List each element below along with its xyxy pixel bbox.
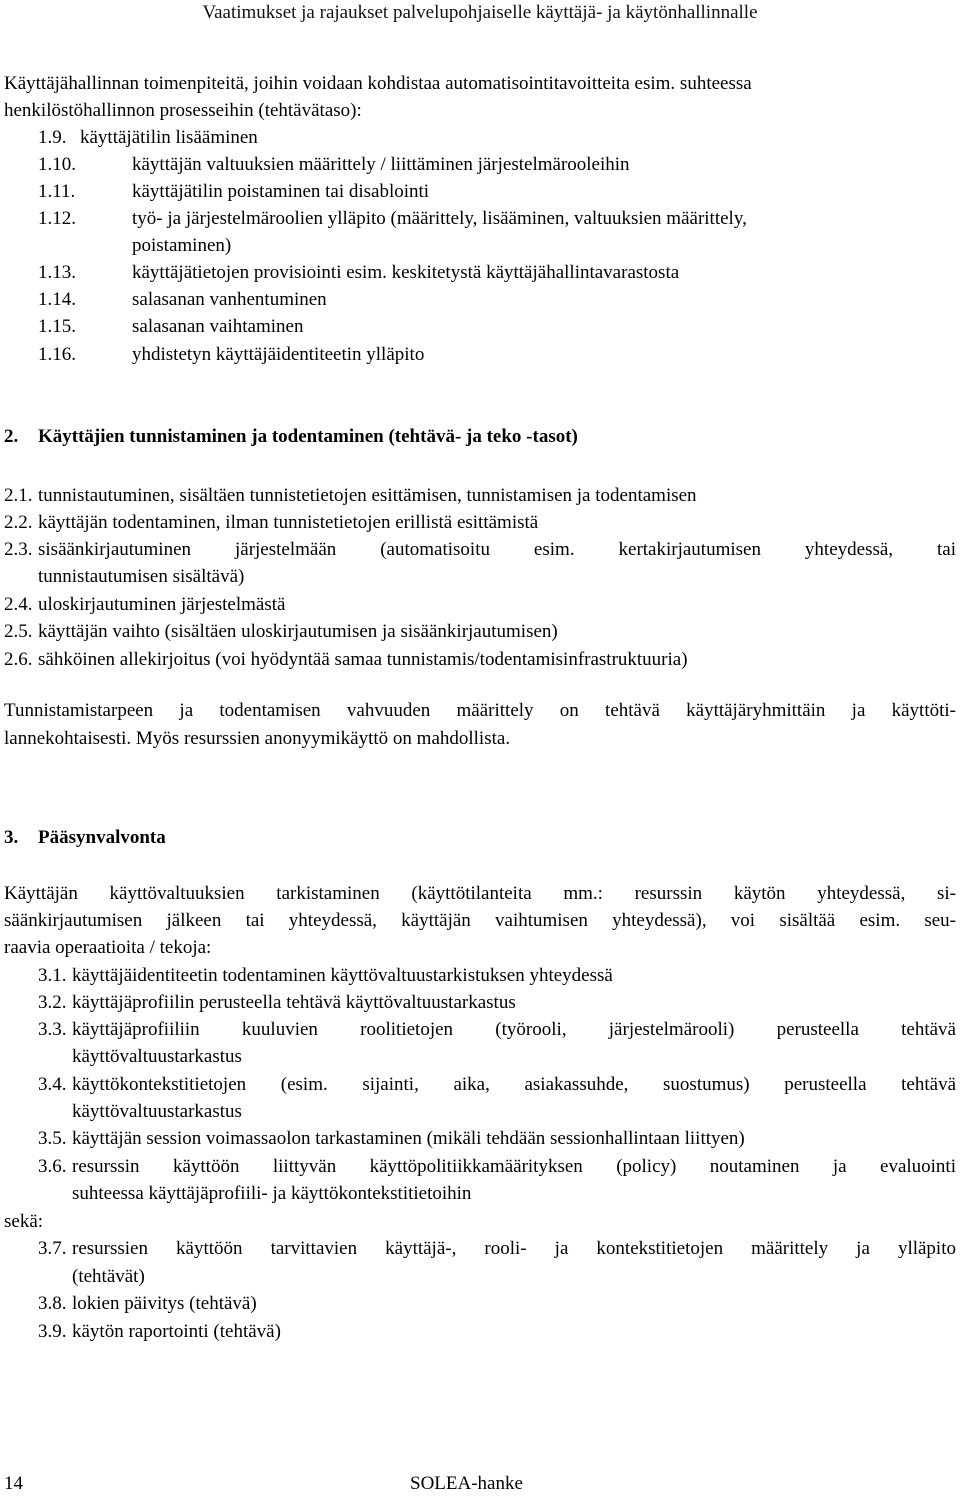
- list-item-number: 1.13.: [38, 262, 76, 283]
- list-item-number: 1.15.: [38, 316, 76, 337]
- list-item-number: 1.12.: [38, 208, 76, 229]
- list-item-number: 3.4.: [38, 1074, 67, 1095]
- list-item-number: 2.5.: [4, 621, 33, 642]
- list-item-number: 3.2.: [38, 992, 67, 1013]
- paragraph-line: Tunnistamistarpeen ja todentamisen vahvuuden määrittely on tehtävä käyttäjäryhmittäin ja käyttöti-: [4, 700, 956, 721]
- list-item-number: 3.7.: [38, 1238, 67, 1259]
- list-item-text: käytön raportointi (tehtävä): [72, 1321, 281, 1342]
- list-item-continuation: poistaminen): [132, 235, 232, 256]
- list-item-text: käyttäjätilin poistaminen tai disablointi: [132, 181, 430, 202]
- list-item-text: käyttäjäprofiilin perusteella tehtävä käyttövaltuustarkastus: [72, 992, 516, 1013]
- list-item-continuation: käyttövaltuustarkastus: [72, 1046, 242, 1067]
- paragraph-line: sekä:: [4, 1211, 44, 1232]
- section-heading-2: [4, 426, 578, 448]
- list-item-text: salasanan vanhentuminen: [132, 289, 327, 310]
- section-title: Käyttäjien tunnistaminen ja todentaminen (tehtävä- ja teko -tasot): [38, 426, 578, 447]
- footer-project: SOLEA-hanke: [410, 1473, 523, 1494]
- list-item-text: yhdistetyn käyttäjäidentiteetin ylläpito: [132, 344, 425, 365]
- list-item-number: 1.16.: [38, 344, 76, 365]
- list-item-text: sähköinen allekirjoitus (voi hyödyntää samaa tunnistamis/todentamisinfrastruktuuria): [38, 649, 688, 670]
- list-item-continuation: tunnistautumisen sisältävä): [38, 566, 245, 587]
- list-item-text: käyttäjän vaihto (sisältäen uloskirjautumisen ja sisäänkirjautumisen): [38, 621, 558, 642]
- list-item-number: 1.11.: [38, 181, 76, 202]
- paragraph-line: säänkirjautumisen jälkeen tai yhteydessä, käyttäjän vaihtumisen yhteydessä), voi sisältää esim. seu-: [4, 910, 956, 931]
- list-item-text: lokien päivitys (tehtävä): [72, 1293, 257, 1314]
- section-title: Pääsynvalvonta: [38, 827, 166, 848]
- section-heading-3: [4, 827, 166, 849]
- intro-line-1: Käyttäjähallinnan toimenpiteitä, joihin voidaan kohdistaa automatisointitavoitteita esim. suhteessa: [4, 73, 752, 94]
- list-item-number: 1.10.: [38, 154, 76, 175]
- list-item-number: 3.9.: [38, 1321, 67, 1342]
- list-item-text: käyttäjätietojen provisiointi esim. keskitetystä käyttäjähallintavarastosta: [132, 262, 680, 283]
- list-item-number: 2.6.: [4, 649, 33, 670]
- list-item-text: tunnistautuminen, sisältäen tunnistetietojen esittämisen, tunnistamisen ja todentamisen: [38, 485, 697, 506]
- list-item-continuation: (tehtävät): [72, 1266, 145, 1287]
- section-number: 2.: [4, 426, 19, 447]
- list-item-number: 2.4.: [4, 594, 33, 615]
- list-item-number: 3.5.: [38, 1128, 67, 1149]
- list-item-text: uloskirjautuminen järjestelmästä: [38, 594, 286, 615]
- list-item-text: resurssien käyttöön tarvittavien käyttäjä-, rooli- ja kontekstitietojen määrittely ja ylläpito: [72, 1238, 956, 1259]
- list-item-number: 3.1.: [38, 965, 67, 986]
- list-item-number: 2.1.: [4, 485, 33, 506]
- list-item-text: käyttäjäidentiteetin todentaminen käyttövaltuustarkistuksen yhteydessä: [72, 965, 613, 986]
- list-item-text: salasanan vaihtaminen: [132, 316, 304, 337]
- list-item-text: käyttäjätilin lisääminen: [80, 127, 258, 148]
- list-item-number: 2.2.: [4, 512, 33, 533]
- page-number: 14: [4, 1473, 23, 1494]
- list-item-number: 2.3.: [4, 539, 33, 560]
- paragraph-line: lannekohtaisesti. Myös resurssien anonyymikäyttö on mahdollista.: [4, 728, 511, 749]
- running-header: Vaatimukset ja rajaukset palvelupohjaiselle käyttäjä- ja käytönhallinnalle: [202, 2, 758, 23]
- section-number: 3.: [4, 827, 19, 848]
- paragraph-line: Käyttäjän käyttövaltuuksien tarkistaminen (käyttötilanteita mm.: resurssin käytön yhteydessä, si-: [4, 883, 956, 904]
- list-item-text: käyttäjän todentaminen, ilman tunnistetietojen erillistä esittämistä: [38, 512, 539, 533]
- list-item-number: 1.9.: [38, 127, 67, 148]
- list-item-text: sisäänkirjautuminen järjestelmään (automatisoitu esim. kertakirjautumisen yhteydessä, tai: [38, 539, 956, 560]
- list-item-number: 3.3.: [38, 1019, 67, 1040]
- list-item-continuation: suhteessa käyttäjäprofiili- ja käyttökontekstitietoihin: [72, 1183, 472, 1204]
- list-item-text: käyttäjän valtuuksien määrittely / liittäminen järjestelmärooleihin: [132, 154, 630, 175]
- intro-line-2: henkilöstöhallinnon prosesseihin (tehtävätaso):: [4, 100, 362, 121]
- list-item-text: resurssin käyttöön liittyvän käyttöpolitiikkamäärityksen (policy) noutaminen ja evaluointi: [72, 1156, 956, 1177]
- list-item-text: käyttäjäprofiiliin kuuluvien roolitietojen (työrooli, järjestelmärooli) perusteella tehtävä: [72, 1019, 956, 1040]
- list-item-continuation: käyttövaltuustarkastus: [72, 1101, 242, 1122]
- list-item-text: käyttäjän session voimassaolon tarkastaminen (mikäli tehdään sessionhallintaan liittyen): [72, 1128, 745, 1149]
- list-item-number: 1.14.: [38, 289, 76, 310]
- list-item-number: 3.6.: [38, 1156, 67, 1177]
- list-item-text: käyttökontekstitietojen (esim. sijainti, aika, asiakassuhde, suostumus) perusteella tehtävä: [72, 1074, 956, 1095]
- list-item-text: työ- ja järjestelmäroolien ylläpito (määrittely, lisääminen, valtuuksien määrittely,: [132, 208, 747, 229]
- paragraph-line: raavia operaatioita / tekoja:: [4, 937, 212, 958]
- list-item-number: 3.8.: [38, 1293, 67, 1314]
